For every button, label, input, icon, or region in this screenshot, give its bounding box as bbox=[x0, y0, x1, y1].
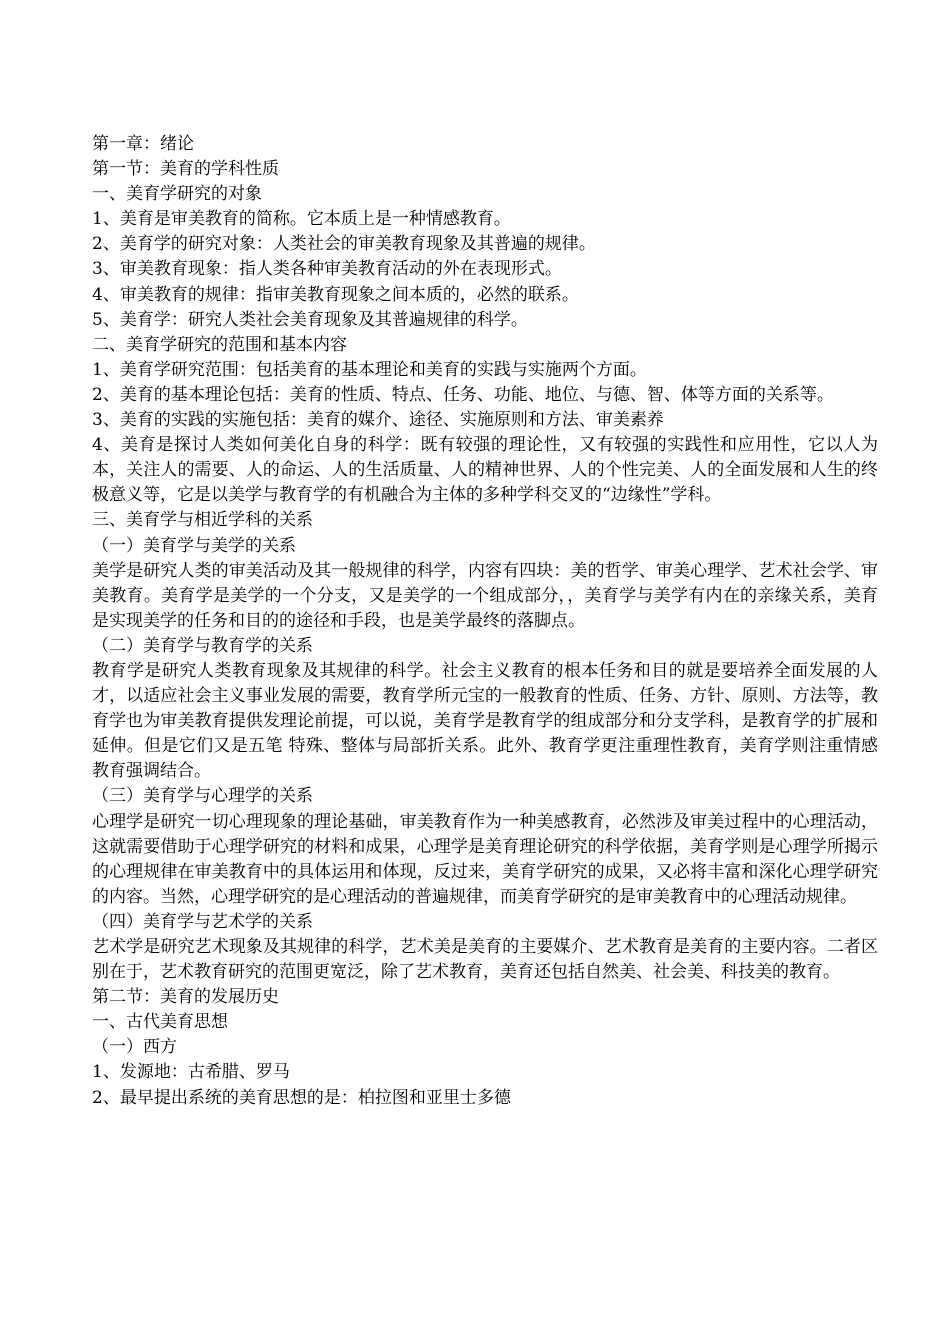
list-item: 2、美育的基本理论包括：美育的性质、特点、任务、功能、地位、与德、智、体等方面的关系等。 bbox=[92, 384, 834, 405]
paragraph: 心理学是研究一切心理现象的理论基础，审美教育作为一种美感教育，必然涉及审美过程中的心理活动，这就需要借助于心理学研究的材料和成果，心理学是美育理论研究的科学依据，美育学则是心理学所揭示的心理规律在审美教育中的具体运用和体现，反过来，美育学研究的成果，又必将丰富和深化心理学研究的内容。当然，心理学研究的是心理活动的普遍规律，而美育学研究的是审美教育中的心理活动规律。 bbox=[92, 811, 878, 907]
subsection-heading: 二、美育学研究的范围和基本内容 bbox=[92, 334, 347, 355]
subsection-heading: 一、古代美育思想 bbox=[92, 1012, 228, 1033]
subsubsection-heading: （二）美育学与教育学的关系 bbox=[92, 635, 313, 656]
list-item: 2、美育学的研究对象：人类社会的审美教育现象及其普遍的规律。 bbox=[92, 234, 596, 255]
subsubsection-heading: （四）美育学与艺术学的关系 bbox=[92, 911, 313, 932]
list-item: 3、美育的实践的实施包括：美育的媒介、途径、实施原则和方法、审美素养 bbox=[92, 410, 664, 431]
section-heading: 第二节：美育的发展历史 bbox=[92, 987, 279, 1008]
subsection-heading: 一、美育学研究的对象 bbox=[92, 184, 262, 205]
subsubsection-heading: （一）西方 bbox=[92, 1037, 177, 1058]
paragraph: 美学是研究人类的审美活动及其一般规律的科学，内容有四块：美的哲学、审美心理学、艺术社会学、审美教育。美育学是美学的一个分支，又是美学的一个组成部分，，美育学与美学有内在的亲缘关系，美育是实现美学的任务和目的的途径和手段，也是美学最终的落脚点。 bbox=[92, 560, 878, 631]
subsubsection-heading: （一）美育学与美学的关系 bbox=[92, 535, 296, 556]
subsection-heading: 三、美育学与相近学科的关系 bbox=[92, 510, 313, 531]
list-item: 4、审美教育的规律：指审美教育现象之间本质的，必然的联系。 bbox=[92, 284, 579, 305]
paragraph: 教育学是研究人类教育现象及其规律的科学。社会主义教育的根本任务和目的就是要培养全面发展的人才，以适应社会主义事业发展的需要，教育学所元宝的一般教育的性质、任务、方针、原则、方法等，教育学也为审美教育提供发理论前提，可以说，美育学是教育学的组成部分和分支学科，是教育学的扩展和延伸。但是它们又是五笔 特殊、整体与局部折关系。此外、教育学更注重理性教育，美育学则注重情感教育强调结合。 bbox=[92, 660, 878, 782]
document-page bbox=[92, 132, 878, 1111]
section-heading: 第一节：美育的学科性质 bbox=[92, 159, 279, 180]
list-item: 3、审美教育现象：指人类各种审美教育活动的外在表现形式。 bbox=[92, 259, 562, 280]
list-item: 1、美育学研究范围：包括美育的基本理论和美育的实践与实施两个方面。 bbox=[92, 359, 647, 380]
list-item: 1、发源地：古希腊、罗马 bbox=[92, 1062, 290, 1083]
list-item: 2、最早提出系统的美育思想的是：柏拉图和亚里士多德 bbox=[92, 1087, 511, 1108]
subsubsection-heading: （三）美育学与心理学的关系 bbox=[92, 786, 313, 807]
list-item: 1、美育是审美教育的简称。它本质上是一种情感教育。 bbox=[92, 209, 511, 230]
list-item: 4、美育是探讨人类如何美化自身的科学：既有较强的理论性，又有较强的实践性和应用性，它以人为本，关注人的需要、人的命运、人的生活质量、人的精神世界、人的个性完美、人的全面发展和人生的终极意义等，它是以美学与教育学的有机融合为主体的多种学科交叉的“边缘性”学科。 bbox=[92, 435, 878, 506]
list-item: 5、美育学：研究人类社会美育现象及其普遍规律的科学。 bbox=[92, 309, 528, 330]
paragraph: 艺术学是研究艺术现象及其规律的科学，艺术美是美育的主要媒介、艺术教育是美育的主要内容。二者区别在于，艺术教育研究的范围更宽泛，除了艺术教育，美育还包括自然美、社会美、科技美的教育。 bbox=[92, 937, 878, 983]
chapter-heading: 第一章：绪论 bbox=[92, 134, 194, 154]
